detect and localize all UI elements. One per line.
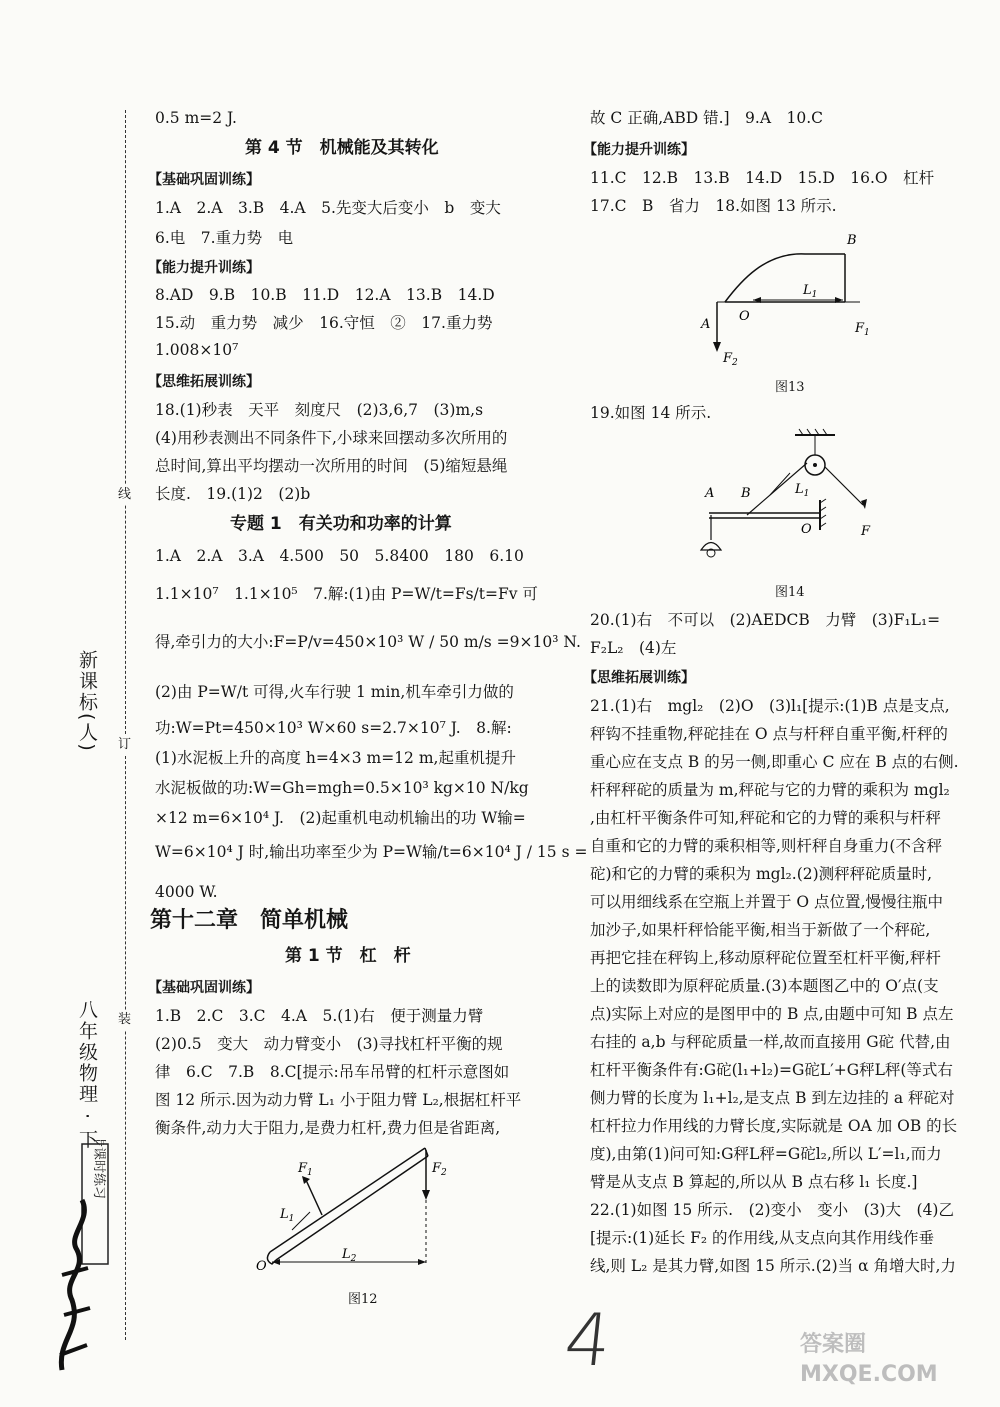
binding-mark-3: 装 — [118, 1010, 131, 1030]
subsection-label: 【能力提升训练】 — [148, 260, 260, 276]
answer-line: W=6×10⁴ J 时,输出功率至少为 P=W输/t=6×10⁴ J / 15 s = — [155, 843, 588, 861]
answer-line: 杆秤秤砣的质量为 m,秤砣与它的力臂的乘积为 mgl₂ — [590, 781, 950, 799]
subsection-label: 【基础巩固训练】 — [148, 172, 260, 188]
answer-line: 图 12 所示.因为动力臂 L₁ 小于阻力臂 L₂,根据杠杆平 — [155, 1091, 522, 1109]
answer-line: 重心应在支点 B 的另一侧,即重心 C 应在 B 点的右侧. — [590, 753, 959, 771]
answer-line: [提示:(1)延长 F₂ 的作用线,从支点向其作用线作垂 — [590, 1229, 934, 1247]
svg-text:L2: $L_2$ — [342, 1247, 357, 1264]
svg-text:A: A — [701, 317, 711, 332]
answer-line: 1.1×10⁷ 1.1×10⁵ 7.解:(1)由 P=W/t=Fs/t=Fv 可 — [155, 585, 538, 603]
answer-line: 衡条件,动力大于阻力,是费力杠杆,费力但是省距离, — [155, 1119, 501, 1137]
edition-label: 新课标(人) — [76, 650, 98, 753]
svg-text:O: O — [801, 522, 812, 537]
svg-text:F1: $F_1$ — [855, 321, 870, 338]
figure-12-caption: 图12 — [348, 1292, 378, 1307]
answer-line: 点)实际上对应的是图甲中的 B 点,由题中可知 B 点左 — [590, 1005, 954, 1023]
answer-line: 线,则 L₂ 是其力臂,如图 15 所示.(2)当 α 角增大时,力 — [590, 1257, 956, 1275]
answer-line: 上的读数即为原秤砣质量.(3)本题图乙中的 O′点(支 — [590, 977, 939, 995]
binding-dashed-line — [125, 110, 126, 1340]
answer-line: 加沙子,如果杆秤恰能平衡,相当于新做了一个秤砣, — [590, 921, 931, 939]
answer-line: 1.A 2.A 3.A 4.500 50 5.8400 180 6.10 — [155, 547, 524, 565]
svg-text:L1: $L_1$ — [795, 482, 810, 499]
answer-line: 侧力臂的长度为 l₁+l₂,是支点 B 到左边挂的 a 秤砣对 — [590, 1089, 955, 1107]
answer-line: 4000 W. — [155, 883, 218, 901]
answer-line: (2)由 P=W/t 可得,火车行驶 1 min,机车牵引力做的 — [155, 683, 514, 701]
section-heading: 第 1 节 杠 杆 — [285, 946, 411, 966]
answer-line: 度),由第(1)问可知:G秤L秤=G砣l₂,所以 L′=l₁,而力 — [590, 1145, 942, 1163]
answer-line: 再把它挂在秤钩上,移动原秤砣位置至杠杆平衡,秤杆 — [590, 949, 941, 967]
svg-text:L1: $L_1$ — [803, 283, 818, 300]
figure-13-lever-diagram — [695, 222, 885, 372]
answer-line: 20.(1)右 不可以 (2)AEDCB 力臂 (3)F₁L₁= — [590, 611, 941, 629]
answer-line: 水泥板做的功:W=Gh=mgh=0.5×10³ kg×10 N/kg — [155, 779, 529, 797]
answer-line: ,由杠杆平衡条件可知,秤砣和它的力臂的乘积与杆秤 — [590, 809, 941, 827]
answer-line: 长度. 19.(1)2 (2)b — [155, 485, 311, 503]
text-line: 0.5 m=2 J. — [155, 109, 237, 127]
publisher-logo — [52, 1140, 112, 1380]
answer-line: 1.A 2.A 3.B 4.A 5.先变大后变小 b 变大 — [155, 199, 501, 217]
answer-line: 臂是从支点 B 算起的,所以从 B 点右移 l₁ 长度.] — [590, 1173, 918, 1191]
answer-line: 11.C 12.B 13.B 14.D 15.D 16.O 杠杆 — [590, 169, 935, 187]
svg-text:F2: $F_2$ — [723, 351, 738, 368]
answer-line: 19.如图 14 所示. — [590, 404, 712, 422]
answer-line: (4)用秒表测出不同条件下,小球来回摆动多次所用的 — [155, 429, 508, 447]
handwritten-page-number: 4 — [560, 1298, 616, 1382]
answer-line: 律 6.C 7.B 8.C[提示:吊车吊臂的杠杆示意图如 — [155, 1063, 510, 1081]
subsection-label: 【思维拓展训练】 — [148, 374, 260, 390]
svg-text:O: O — [256, 1259, 267, 1274]
answer-line: 6.电 7.重力势 电 — [155, 229, 294, 247]
answer-line: 21.(1)右 mgl₂ (2)O (3)l₁[提示:(1)B 点是支点, — [590, 697, 950, 715]
subsection-label: 【能力提升训练】 — [583, 142, 695, 158]
svg-text:F1: $F_1$ — [298, 1161, 313, 1178]
answer-line: F₂L₂ (4)左 — [590, 639, 677, 657]
answer-line: 杠杆平衡条件有:G砣(l₁+l₂)=G砣L′+G秤L秤(等式右 — [590, 1061, 953, 1079]
answer-line: 22.(1)如图 15 所示. (2)变小 变小 (3)大 (4)乙 — [590, 1201, 954, 1219]
answer-line: 杠杆拉力作用线的力臂长度,实际就是 OA 加 OB 的长 — [590, 1117, 958, 1135]
svg-text:B: B — [741, 486, 751, 501]
answer-line: (2)0.5 变大 动力臂变小 (3)寻找杠杆平衡的规 — [155, 1035, 503, 1053]
answer-line: 功:W=Pt=450×10³ W×60 s=2.7×10⁷ J. 8.解: — [155, 719, 512, 737]
answer-line: 故 C 正确,ABD 错.] 9.A 10.C — [590, 109, 824, 127]
figure-12-lever-diagram — [250, 1140, 480, 1280]
answer-line: 右挂的 a,b 与秤砣质量一样,故而直接用 G砣 代替,由 — [590, 1033, 951, 1051]
svg-text:F2: $F_2$ — [432, 1161, 447, 1178]
answer-line: 总时间,算出平均摆动一次所用的时间 (5)缩短悬绳 — [155, 457, 508, 475]
figure-14-lever-diagram — [695, 425, 895, 585]
svg-text:同步课时练习: 同步课时练习 — [91, 1140, 106, 1200]
answer-line: 17.C B 省力 18.如图 13 所示. — [590, 197, 837, 215]
figure-13-caption: 图13 — [775, 380, 805, 395]
svg-text:B: B — [847, 233, 857, 248]
answer-line: ×12 m=6×10⁴ J. (2)起重机电动机输出的功 W输= — [155, 809, 526, 827]
answer-line: 8.AD 9.B 10.B 11.D 12.A 13.B 14.D — [155, 286, 495, 304]
answer-line: 18.(1)秒表 天平 刻度尺 (2)3,6,7 (3)m,s — [155, 401, 484, 419]
svg-text:A: A — [705, 486, 715, 501]
answer-line: 秤钩不挂重物,秤砣挂在 O 点与杆秤自重平衡,杆秤的 — [590, 725, 948, 743]
watermark-logo: 答案圈 MXQE.COM — [800, 1332, 938, 1387]
svg-text:F: F — [861, 524, 871, 539]
svg-text:L1: $L_1$ — [280, 1207, 295, 1224]
section-heading: 专题 1 有关功和功率的计算 — [230, 514, 452, 534]
figure-14-caption: 图14 — [775, 585, 805, 600]
subsection-label: 【基础巩固训练】 — [148, 980, 260, 996]
binding-mark-2: 订 — [118, 735, 131, 755]
chapter-heading: 第十二章 简单机械 — [150, 907, 349, 933]
answer-line: 1.008×10⁷ — [155, 341, 239, 359]
answer-line: 可以用细线系在空瓶上并置于 O 点位置,慢慢往瓶中 — [590, 893, 943, 911]
answer-line: 砣)和它的力臂的乘积为 mgl₂.(2)测秤秤砣质量时, — [590, 865, 933, 883]
series-title: 八年级物理 · 下 — [76, 1000, 98, 1151]
section-heading: 第 4 节 机械能及其转化 — [245, 138, 439, 158]
answer-line: (1)水泥板上升的高度 h=4×3 m=12 m,起重机提升 — [155, 749, 516, 767]
svg-text:O: O — [739, 309, 750, 324]
answer-line: 1.B 2.C 3.C 4.A 5.(1)右 便于测量力臂 — [155, 1007, 484, 1025]
answer-line: 15.动 重力势 减少 16.守恒 ② 17.重力势 — [155, 314, 493, 332]
subsection-label: 【思维拓展训练】 — [583, 670, 695, 686]
binding-mark-1: 线 — [118, 485, 131, 505]
answer-line: 得,牵引力的大小:F=P/v=450×10³ W / 50 m/s =9×10³ N. — [155, 633, 581, 651]
answer-line: 自重和它的力臂的乘积相等,则杆秤自身重力(不含秤 — [590, 837, 942, 855]
